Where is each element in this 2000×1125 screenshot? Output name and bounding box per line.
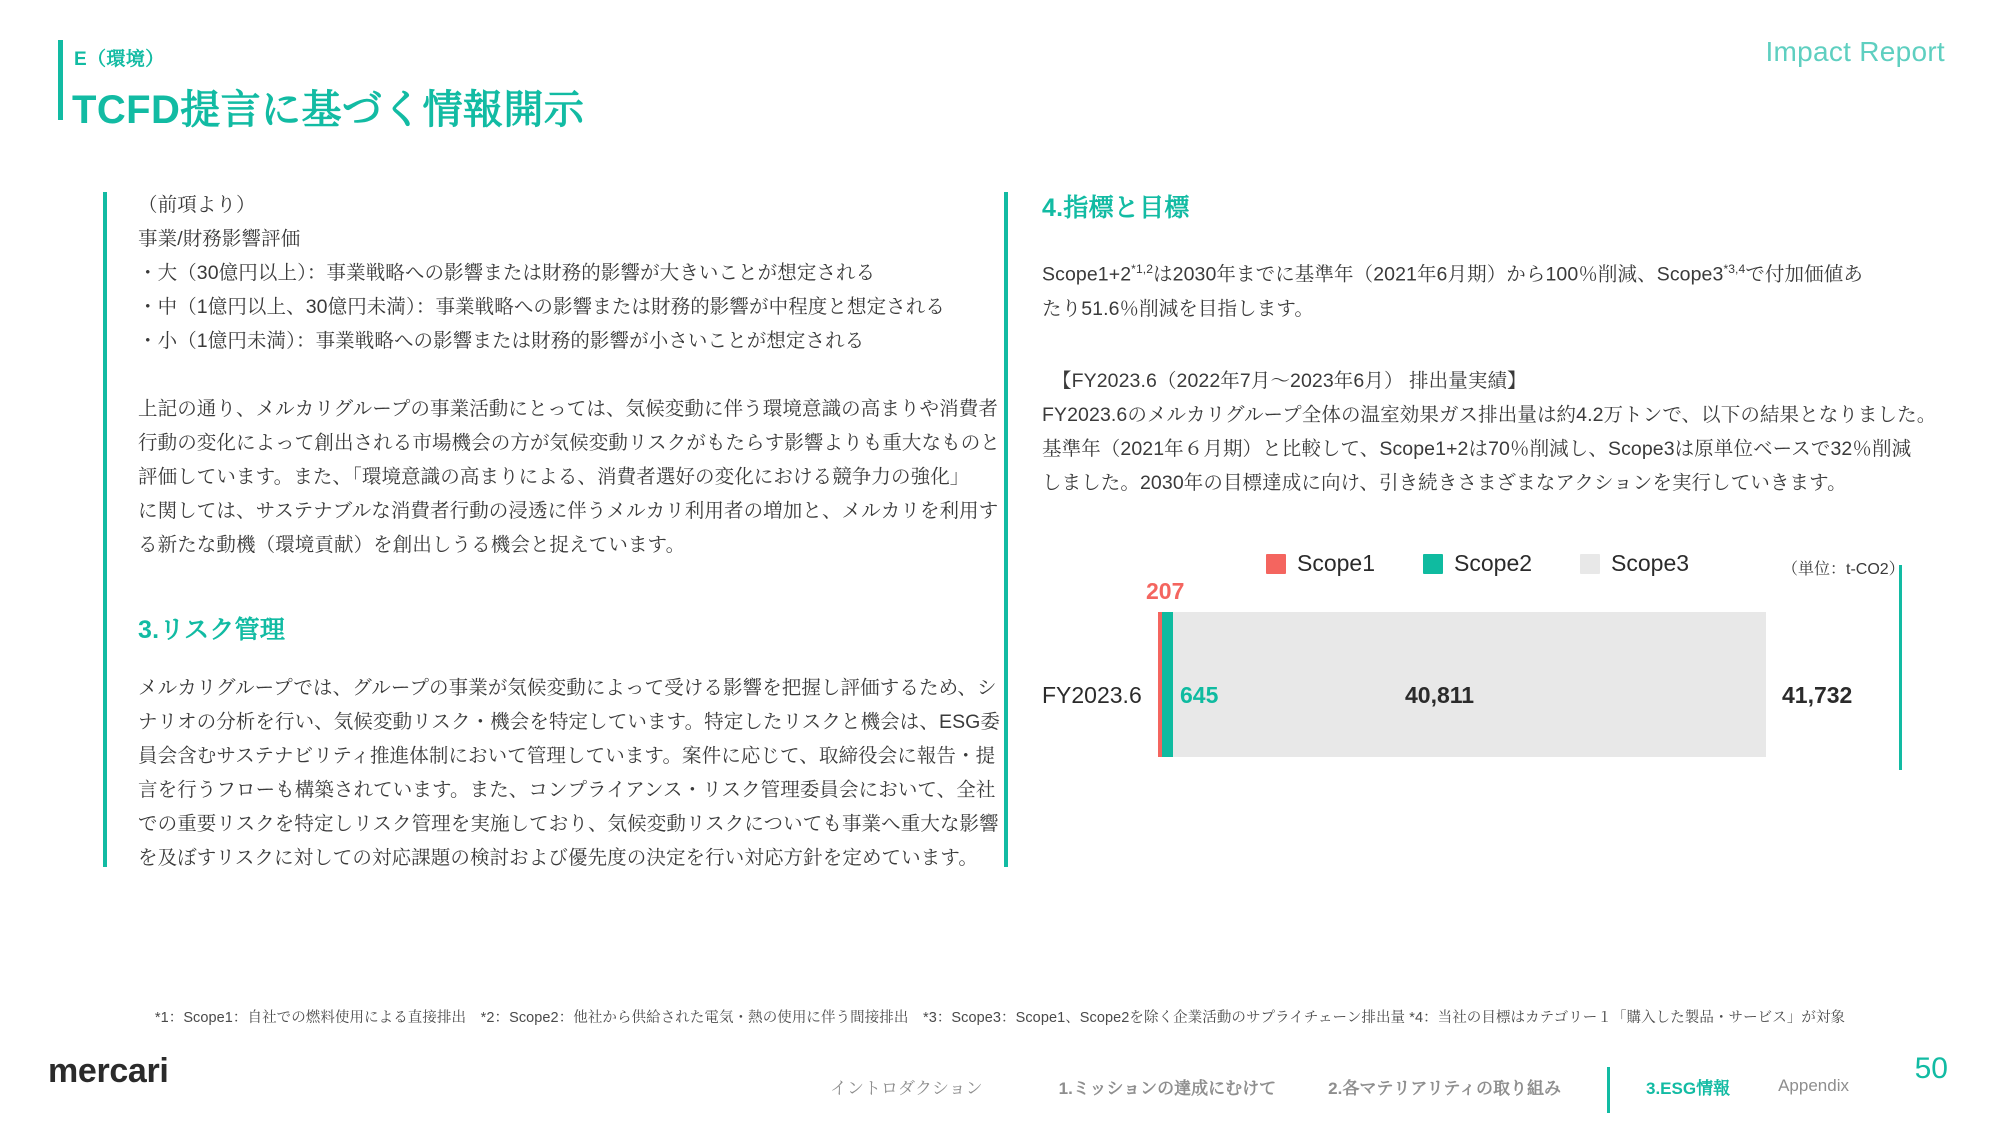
targets-paragraph [1042, 252, 1902, 326]
paragraph-line: での重要リスクを特定しリスク管理を実施しており、気候変動リスクについても事業へ重大な影響 [138, 813, 999, 835]
footnote-marker-3-4: *3,4 [1723, 262, 1746, 276]
footnotes: *1：Scope1：自社での燃料使用による直接排出 *2：Scope2：他社から供給された電気・熱の使用に伴う間接排出 *3：Scope3：Scope1、Scope2を除く企業活動のサプライチェーン排出量 *4：当社の目標はカテゴリー１「購入した製品・サービス」が対象 [154, 1010, 1846, 1026]
paragraph-line: FY2023.6のメルカリグループ全体の温室効果ガス排出量は約4.2万トンで、以下の結果となりました。 [1042, 403, 1937, 426]
legend-swatch-scope1 [1266, 554, 1286, 574]
intro-line: ・大（30億円以上）：事業戦略への影響または財務的影響が大きいことが想定される [138, 262, 876, 284]
paragraph-line: 上記の通り、メルカリグループの事業活動にとっては、気候変動に伴う環境意識の高まりや消費者 [138, 398, 998, 420]
intro-block [138, 188, 983, 358]
page-number: 50 [1914, 1052, 1948, 1085]
footnote-marker-1-2: *1,2 [1131, 262, 1154, 276]
legend-item-scope2 [1423, 550, 1532, 577]
legend-label-scope2: Scope2 [1454, 550, 1533, 576]
paragraph-line: メルカリグループでは、グループの事業が気候変動によって受ける影響を把握し評価するため、シ [138, 677, 997, 699]
section-heading-risk-management: 3.リスク管理 [138, 616, 286, 644]
bar-value-label-scope1: 207 [1146, 578, 1185, 604]
paragraph-line: 評価しています。また、「環境意識の高まりによる、消費者選好の変化における競争力の強化」 [138, 466, 970, 488]
intro-line: ・小（1億円未満）：事業戦略への影響または財務的影響が小さいことが想定される [138, 330, 865, 352]
target-text-c: で付加価値あ [1745, 263, 1863, 286]
chart-unit-label: （単位：t-CO2） [1782, 561, 1905, 578]
nav-item-esg[interactable]: 3.ESG情報 [1645, 1078, 1731, 1098]
risk-management-paragraph [138, 671, 1001, 875]
paragraph-line: 基準年（2021年６月期）と比較して、Scope1+2は70％削減し、Scope3は原単位ベースで32％削減 [1042, 437, 1912, 460]
page-title: TCFD提言に基づく情報開示 [72, 88, 585, 132]
legend-label-scope1: Scope1 [1297, 550, 1376, 576]
target-text-b: は2030年までに基準年（2021年6月期）から100％削減、Scope3 [1153, 263, 1724, 286]
footer-nav [830, 1063, 1849, 1109]
bar-segment-scope2 [1162, 612, 1173, 757]
left-column [138, 188, 1001, 875]
section-heading-metrics-targets: 4.指標と目標 [1042, 194, 1190, 222]
right-column [1042, 188, 1937, 500]
legend-item-scope3 [1580, 550, 1689, 577]
report-brand-label: Impact Report [1765, 36, 1945, 67]
chart-legend [1266, 550, 1737, 577]
results-block [1042, 364, 1937, 500]
nav-item-appendix[interactable]: Appendix [1778, 1076, 1849, 1095]
chart-category-label: FY2023.6 [1042, 682, 1142, 708]
intro-line: 事業/財務影響評価 [138, 228, 301, 250]
chart-plot-area [1042, 578, 1922, 800]
mercari-logo: mercari [48, 1052, 169, 1090]
nav-separator [1607, 1067, 1610, 1113]
nav-item-introduction[interactable]: イントロダクション [830, 1078, 983, 1098]
bar-value-label-scope2: 645 [1180, 682, 1219, 708]
paragraph-line: に関しては、サステナブルな消費者行動の浸透に伴うメルカリ利用者の増加と、メルカリを利用す [138, 500, 999, 522]
header-accent-bar [58, 40, 63, 120]
bar-value-label-scope3: 40,811 [1405, 682, 1475, 708]
intro-line: （前項より） [138, 194, 256, 216]
left-column-accent-rule [103, 192, 107, 867]
paragraph-line: を及ぼすリスクに対しての対応課題の検討および優先度の決定を行い対応方針を定めています。 [138, 847, 978, 869]
legend-item-scope1 [1266, 550, 1375, 577]
legend-swatch-scope2 [1423, 554, 1443, 574]
paragraph-line: 行動の変化によって創出される市場機会の方が気候変動リスクがもたらす影響よりも重大なものと [138, 432, 1000, 454]
paragraph-line: 員会含むサステナビリティ推進体制において管理しています。案件に応じて、取締役会に報告・提 [138, 745, 996, 767]
paragraph-line [1042, 252, 1902, 292]
results-heading: 【FY2023.6（2022年7月〜2023年6月） 排出量実績】 [1052, 369, 1527, 392]
paragraph-line: 言を行うフローも構築されています。また、コンプライアンス・リスク管理委員会において、全社 [138, 779, 996, 801]
page-eyebrow: E（環境） [74, 49, 165, 70]
paragraph-line: ナリオの分析を行い、気候変動リスク・機会を特定しています。特定したリスクと機会は、ESG委 [138, 711, 1001, 733]
target-text-a: Scope1+2 [1042, 263, 1132, 286]
paragraph-line: たり51.6％削減を目指します。 [1042, 297, 1314, 320]
center-divider-rule [1004, 192, 1008, 867]
nav-item-materiality[interactable]: 2.各マテリアリティの取り組み [1328, 1078, 1561, 1098]
assessment-paragraph [138, 392, 1000, 562]
legend-swatch-scope3 [1580, 554, 1600, 574]
paragraph-line: る新たな動機（環境貢献）を創出しうる機会と捉えています。 [138, 534, 686, 556]
nav-item-mission[interactable]: 1.ミッションの達成にむけて [1058, 1078, 1277, 1098]
legend-label-scope3: Scope3 [1611, 550, 1690, 576]
bar-total-label: 41,732 [1782, 682, 1853, 708]
paragraph-line: しました。2030年の目標達成に向け、引き続きさまざまなアクションを実行していきます。 [1042, 471, 1847, 494]
intro-line: ・中（1億円以上、30億円未満）：事業戦略への影響または財務的影響が中程度と想定される [138, 296, 945, 318]
